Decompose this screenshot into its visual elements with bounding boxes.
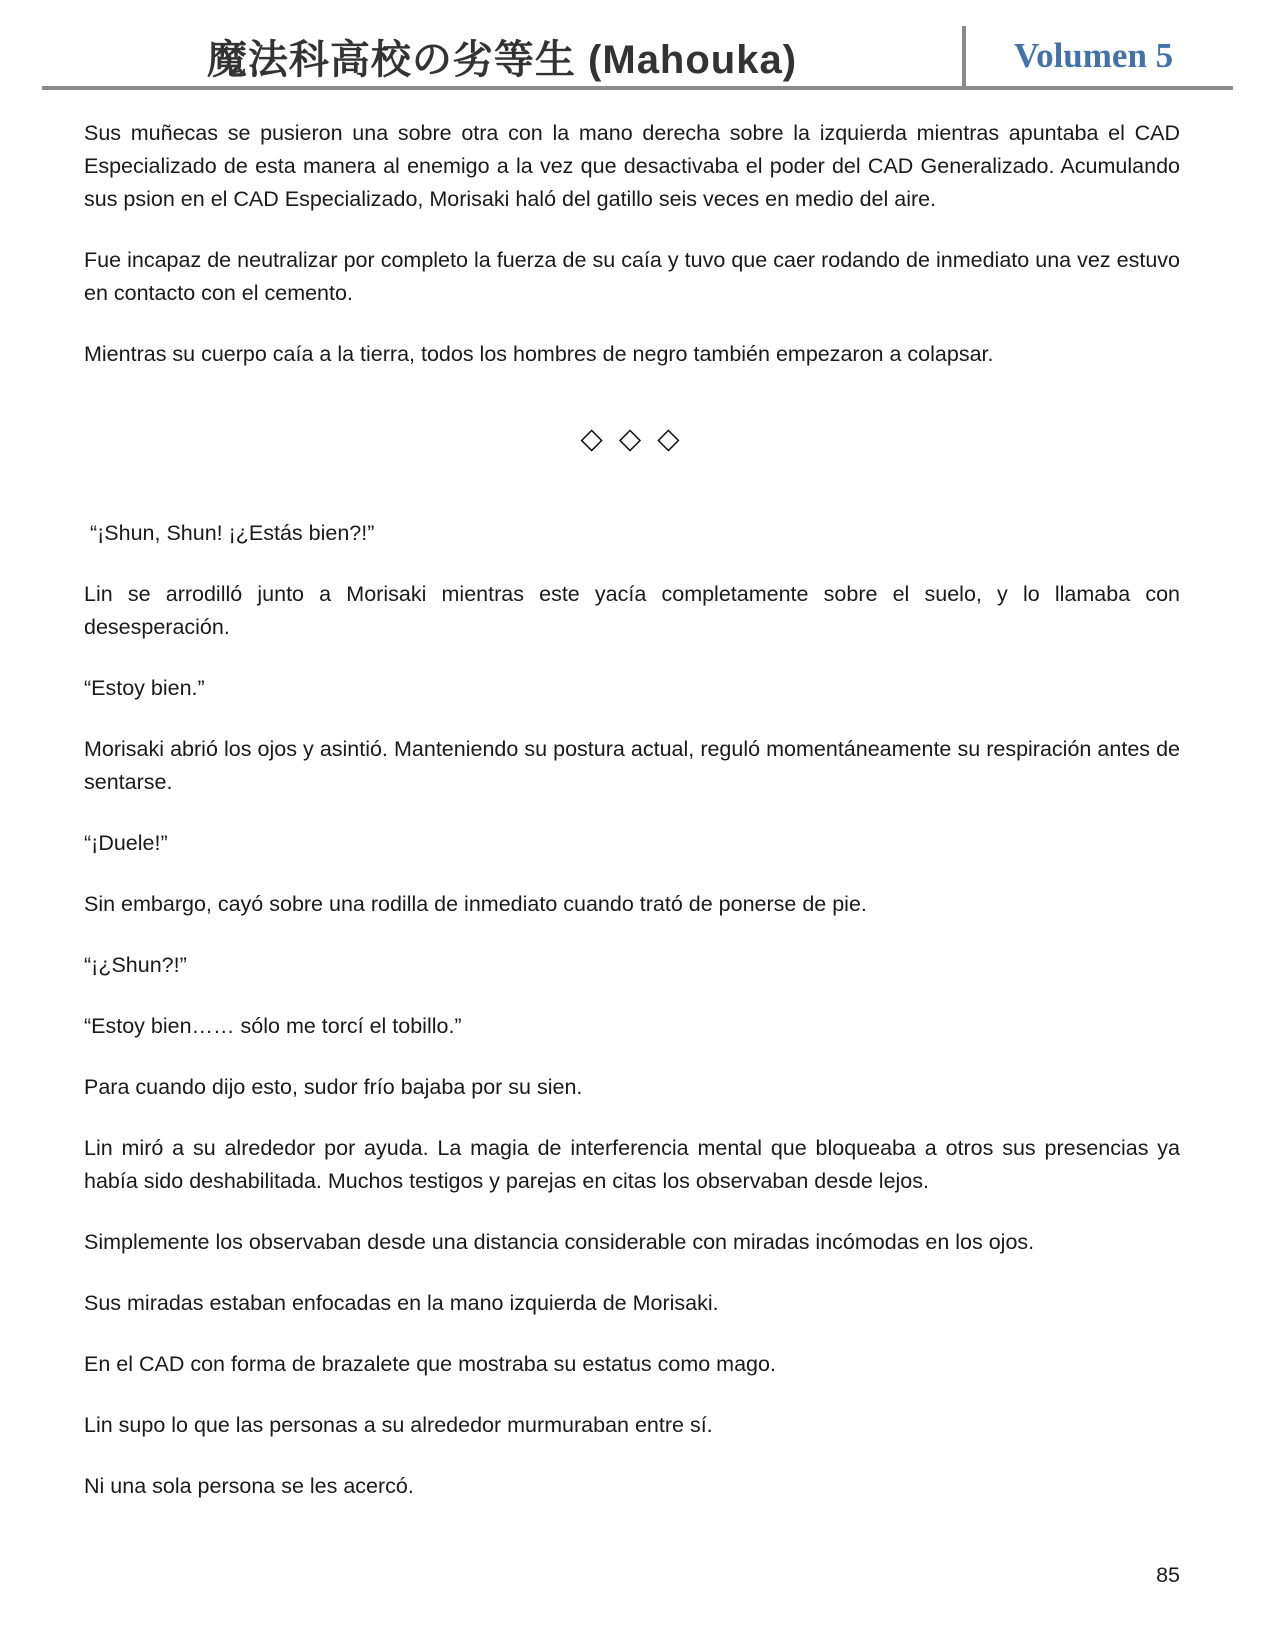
paragraph-dialogue: “¡Duele!” [84, 831, 168, 855]
paragraph: Lin miró a su alrededor por ayuda. La magia de interferencia mental que bloqueaba a otros sus presencias ya había sido deshabilitada. Muchos testigos y parejas en citas los observaban desde lejos. [84, 1136, 1186, 1193]
paragraph: Mientras su cuerpo caía a la tierra, todos los hombres de negro también empezaron a colapsar. [84, 342, 994, 366]
page-number: 85 [1156, 1563, 1180, 1587]
document-title: 魔法科高校の劣等生 (Mahouka) [206, 37, 798, 82]
paragraph: Para cuando dijo esto, sudor frío bajaba por su sien. [84, 1075, 583, 1099]
scene-break-separator: ◇ ◇ ◇ [580, 423, 684, 455]
paragraph: Lin se arrodilló junto a Morisaki mientras este yacía completamente sobre el suelo, y lo llamaba con desesperación. [84, 582, 1186, 639]
paragraph: En el CAD con forma de brazalete que mostraba su estatus como mago. [84, 1352, 776, 1376]
paragraph: Morisaki abrió los ojos y asintió. Manteniendo su postura actual, reguló momentáneamente su respiración antes de sentarse. [84, 737, 1186, 794]
page-body [0, 90, 1275, 1503]
paragraph: Ni una sola persona se les acercó. [84, 1474, 414, 1498]
header-volume-cell [966, 26, 1233, 86]
paragraph: Fue incapaz de neutralizar por completo la fuerza de su caía y tuvo que caer rodando de inmediato una vez estuvo en contacto con el cemento. [84, 248, 1186, 305]
paragraph: Sus miradas estaban enfocadas en la mano izquierda de Morisaki. [84, 1291, 719, 1315]
page-header [42, 26, 1233, 90]
paragraph: Simplemente los observaban desde una distancia considerable con miradas incómodas en los ojos. [84, 1230, 1035, 1254]
paragraph: Sus muñecas se pusieron una sobre otra con la mano derecha sobre la izquierda mientras apuntaba el CAD Especializado de esta manera al enemigo a la vez que desactivaba el poder del CAD Generalizado. Acumulando sus psion en el CAD Especializado, Morisaki haló del gatillo seis veces en medio del aire. [84, 121, 1186, 211]
paragraph-dialogue: “¡¿Shun?!” [84, 953, 187, 977]
header-title-cell [42, 26, 962, 86]
volume-label: Volumen 5 [1014, 36, 1174, 75]
paragraph: Lin supo lo que las personas a su alrededor murmuraban entre sí. [84, 1413, 713, 1437]
paragraph: Sin embargo, cayó sobre una rodilla de inmediato cuando trató de ponerse de pie. [84, 892, 867, 916]
paragraph-dialogue: “Estoy bien…… sólo me torcí el tobillo.” [84, 1014, 462, 1038]
paragraph-dialogue: “Estoy bien.” [84, 676, 205, 700]
paragraph-dialogue: “¡Shun, Shun! ¡¿Estás bien?!” [84, 521, 375, 545]
